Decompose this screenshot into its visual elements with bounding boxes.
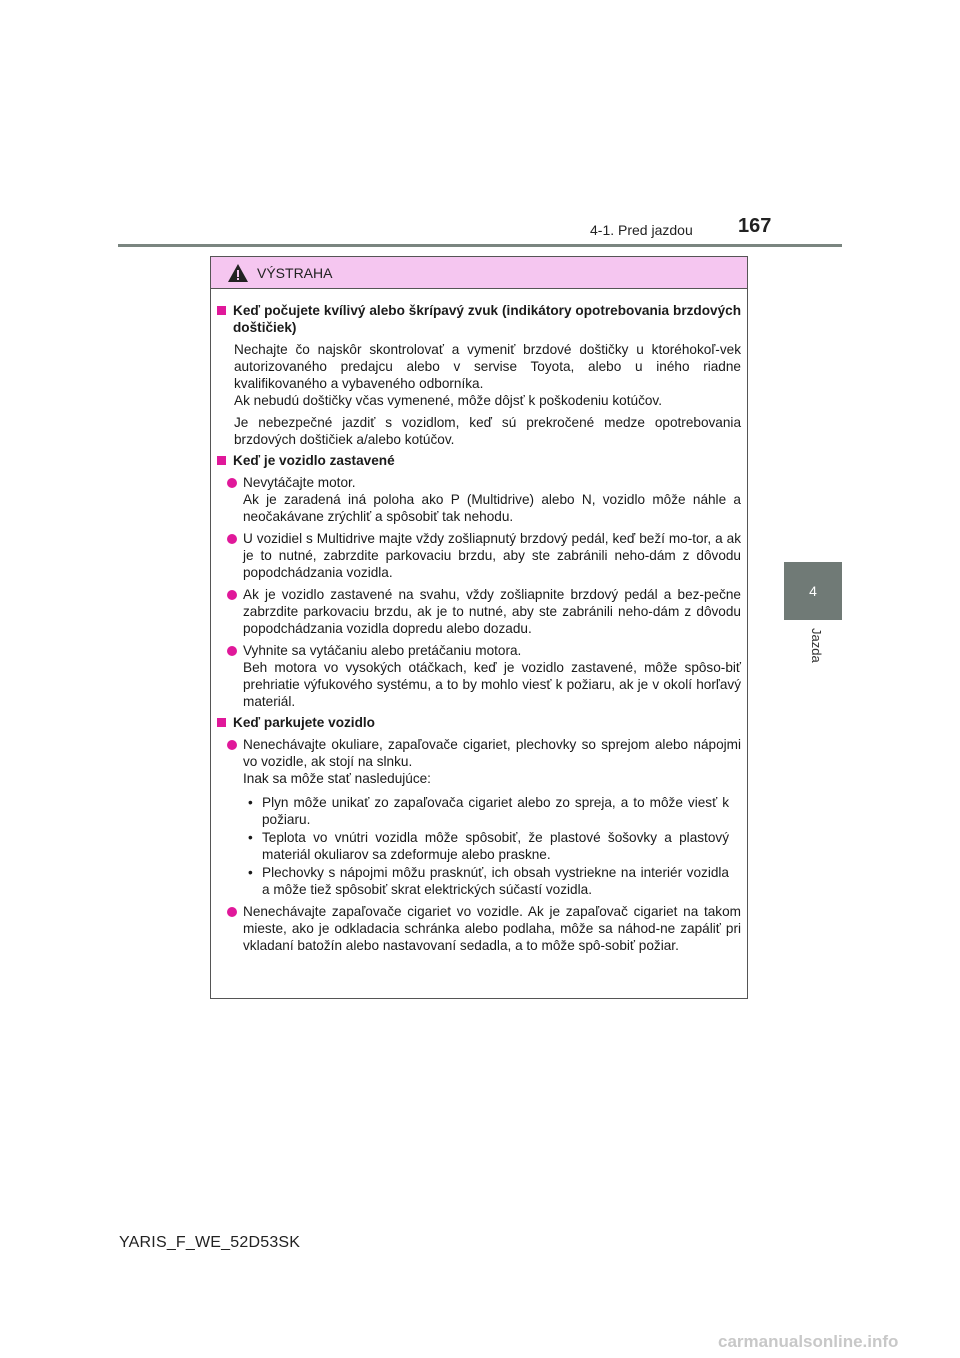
sub-bullet-text: Plechovky s nápojmi môžu prasknúť, ich obsah vystriekne na interiér vozidla a môže tiež spôsobiť skrat elektrických súčastí vozidla. [262, 865, 729, 897]
warning-box [210, 256, 748, 999]
paragraph-text: Nechajte čo najskôr skontrolovať a vymeniť brzdové doštičky u ktoréhokoľ-vek autorizovaného predajcu alebo v servise Toyota, alebo u iného riadne kvalifikovaného a vybaveného odborníka. [234, 342, 741, 391]
list-item [217, 586, 741, 637]
dot-bullet-icon: • [248, 795, 253, 810]
list-item-text [243, 736, 741, 787]
square-bullet-icon [217, 456, 226, 465]
section-heading [217, 302, 741, 336]
list-item-lead: Nevytáčajte motor. [243, 475, 356, 490]
section-heading-text: Keď je vozidlo zastavené [233, 453, 395, 468]
list-item-lead: Nenechávajte okuliare, zapaľovače cigariet, plechovky so sprejom alebo nápojmi vo vozidle, ak stojí na slnku. [243, 737, 741, 769]
list-item [217, 642, 741, 710]
section-heading-text: Keď parkujete vozidlo [233, 715, 375, 730]
chapter-number: 4 [809, 583, 817, 599]
list-item-text [243, 642, 741, 710]
sub-bullet-text: Plyn môže unikať zo zapaľovača cigariet alebo zo spreja, a to môže viesť k požiaru. [262, 795, 729, 827]
square-bullet-icon [217, 306, 226, 315]
list-item-body: Inak sa môže stať nasledujúce: [243, 771, 431, 786]
warning-triangle-icon [227, 263, 249, 283]
list-item [217, 530, 741, 581]
paragraph [217, 341, 741, 409]
list-item [217, 474, 741, 525]
square-bullet-icon [217, 718, 226, 727]
sub-bullet-text: Teplota vo vnútri vozidla môže spôsobiť, že plastové šošovky a plastový materiál okuliarov sa zdeformuje alebo praskne. [262, 830, 729, 862]
list-item-text: U vozidiel s Multidrive majte vždy zošliapnutý brzdový pedál, keď beží mo-tor, a ak je to nutné, zabrzdite parkovaciu brzdu, aby ste zabránili neho-dám z dôvodu popodchádzania vozidla. [243, 531, 741, 580]
circle-bullet-icon [227, 534, 237, 544]
list-item [217, 736, 741, 787]
circle-bullet-icon [227, 646, 237, 656]
warning-content [211, 289, 747, 954]
chapter-label: Jazda [809, 628, 824, 663]
header-section-title: 4-1. Pred jazdou [590, 222, 693, 238]
watermark: carmanualsonline.info [718, 1332, 899, 1351]
list-item-body: Beh motora vo vysokých otáčkach, keď je vozidlo zastavené, môže spôso-biť prehriatie výfukového systému, a to by mohlo viesť k požiaru, ak je v okolí horľavý materiál. [243, 660, 741, 709]
section-heading [217, 714, 741, 731]
document-code: YARIS_F_WE_52D53SK [119, 1234, 301, 1251]
sub-bullet-item [244, 794, 741, 828]
warning-title: VÝSTRAHA [257, 264, 333, 281]
chapter-tab [784, 562, 842, 620]
page-number: 167 [738, 215, 772, 237]
section-heading [217, 452, 741, 469]
list-item-text: Nenechávajte zapaľovače cigariet vo vozidle. Ak je zapaľovač cigariet na takom mieste, ako je odkladacia schránka alebo podlaha, môže sa náhod-ne zapáliť pri vkladaní batožín alebo nastavovaní sedadla, a to môže spô-sobiť požiar. [243, 904, 741, 953]
list-item-body: Ak je zaradená iná poloha ako P (Multidrive) alebo N, vozidlo môže náhle a neočakávane zrýchliť a spôsobiť tak nehodu. [243, 492, 741, 524]
sub-bullet-item [244, 829, 741, 863]
warning-header [211, 257, 747, 289]
list-item-text: Ak je vozidlo zastavené na svahu, vždy zošliapnite brzdový pedál a bez-pečne zabrzdite parkovaciu brzdu, ak je to nutné, aby ste zabránili neho-dám z dôvodu popodchádzania vozidla dopredu alebo dozadu. [243, 587, 741, 636]
dot-bullet-icon: • [248, 865, 253, 880]
list-item-lead: Vyhnite sa vytáčaniu alebo pretáčaniu motora. [243, 643, 522, 658]
dot-bullet-icon: • [248, 830, 253, 845]
circle-bullet-icon [227, 478, 237, 488]
header-divider [118, 244, 842, 247]
list-item-text [243, 474, 741, 525]
section-heading-text: Keď počujete kvílivý alebo škrípavý zvuk (indikátory opotrebovania brzdových doštičiek) [233, 303, 741, 335]
circle-bullet-icon [227, 740, 237, 750]
sub-bullet-item [244, 864, 741, 898]
paragraph-text: Ak nebudú doštičky včas vymenené, môže dôjsť k poškodeniu kotúčov. [234, 393, 662, 408]
paragraph: Je nebezpečné jazdiť s vozidlom, keď sú prekročené medze opotrebovania brzdových doštičiek a/alebo kotúčov. [234, 415, 741, 447]
circle-bullet-icon [227, 590, 237, 600]
circle-bullet-icon [227, 907, 237, 917]
list-item [217, 903, 741, 954]
sub-bullet-list [217, 794, 741, 898]
